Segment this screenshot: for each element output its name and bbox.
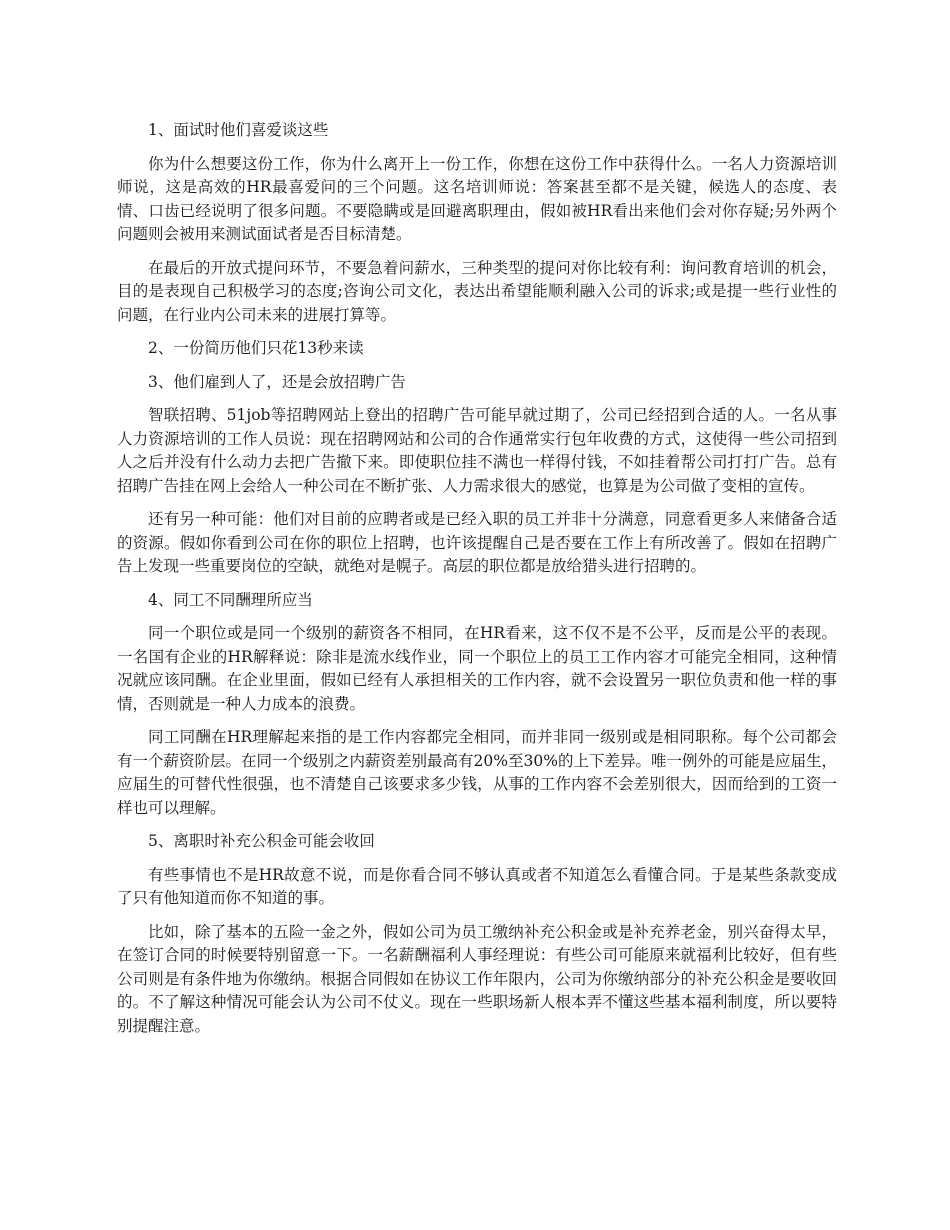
paragraph-4: 还有另一种可能：他们对目前的应聘者或是已经入职的员工并非十分满意，同意看更多人来储备合适的资源。假如你看到公司在你的职位上招聘，也许该提醒自己是否要在工作上有所改善了。假如在招聘广告上发现一些重要岗位的空缺，就绝对是幌子。高层的职位都是放给猎头进行招聘的。 (117, 510, 837, 575)
section-heading-4: 4、同工不同酬理所应当 (148, 590, 313, 609)
document-page (117, 119, 837, 1048)
section-heading-1: 1、面试时他们喜爱谈这些 (148, 121, 329, 139)
paragraph-7: 有些事情也不是HR故意不说，而是你看合同不够认真或者不知道怎么看懂合同。于是某些条款变成了只有他知道而你不知道的事。 (117, 865, 837, 907)
section-heading-5: 5、离职时补充公积金可能会收回 (148, 832, 375, 850)
section-heading-3: 3、他们雇到人了，还是会放招聘广告 (148, 372, 406, 391)
paragraph-1: 你为什么想要这份工作，你为什么离开上一份工作，你想在这份工作中获得什么。一名人力资源培训师说，这是高效的HR最喜爱问的三个问题。这名培训师说：答案甚至都不是关键，候选人的态度、表情、口齿已经说明了很多问题。不要隐瞒或是回避离职理由，假如被HR看出来他们会对你存疑;另外两个问题则会被用来测试面试者是否目标清楚。 (117, 154, 837, 243)
paragraph-8: 比如，除了基本的五险一金之外，假如公司为员工缴纳补充公积金或是补充养老金，别兴奋得太早，在签订合同的时候要特别留意一下。一名薪酬福利人事经理说：有些公司可能原来就福利比较好，但有些公司则是有条件地为你缴纳。根据合同假如在协议工作年限内，公司为你缴纳部分的补充公积金是要收回的。不了解这种情况可能会认为公司不仗义。现在一些职场新人根本弄不懂这些基本福利制度，所以要特别提醒注意。 (117, 922, 837, 1035)
paragraph-3: 智联招聘、51job等招聘网站上登出的招聘广告可能早就过期了，公司已经招到合适的人。一名从事人力资源培训的工作人员说：现在招聘网站和公司的合作通常实行包年收费的方式，这使得一些公司招到人之后并没有什么动力去把广告撤下来。即使职位挂不满也一样得付钱，不如挂着帮公司打打广告。总有招聘广告挂在网上会给人一种公司在不断扩张、人力需求很大的感觉，也算是为公司做了变相的宣传。 (117, 406, 837, 495)
paragraph-6: 同工同酬在HR理解起来指的是工作内容都完全相同，而并非同一级别或是相同职称。每个公司都会有一个薪资阶层。在同一个级别之内薪资差别最高有20%至30%的上下差异。唯一例外的可能是应届生，应届生的可替代性很强，也不清楚自己该要求多少钱，从事的工作内容不会差别很大，因而给到的工资一样也可以理解。 (117, 728, 837, 817)
paragraph-2: 在最后的开放式提问环节，不要急着问薪水，三种类型的提问对你比较有利：询问教育培训的机会，目的是表现自己积极学习的态度;咨询公司文化，表达出希望能顺利融入公司的诉求;或是提一些行业性的问题，在行业内公司未来的进展打算等。 (117, 258, 837, 324)
paragraph-5: 同一个职位或是同一个级别的薪资各不相同，在HR看来，这不仅不是不公平，反而是公平的表现。一名国有企业的HR解释说：除非是流水线作业，同一个职位上的员工工作内容才可能完全相同，这种情况就应该同酬。在企业里面，假如已经有人承担相关的工作内容，就不会设置另一职位负责和他一样的事情，否则就是一种人力成本的浪费。 (117, 624, 837, 713)
section-heading-2: 2、一份简历他们只花13秒来读 (148, 339, 364, 357)
